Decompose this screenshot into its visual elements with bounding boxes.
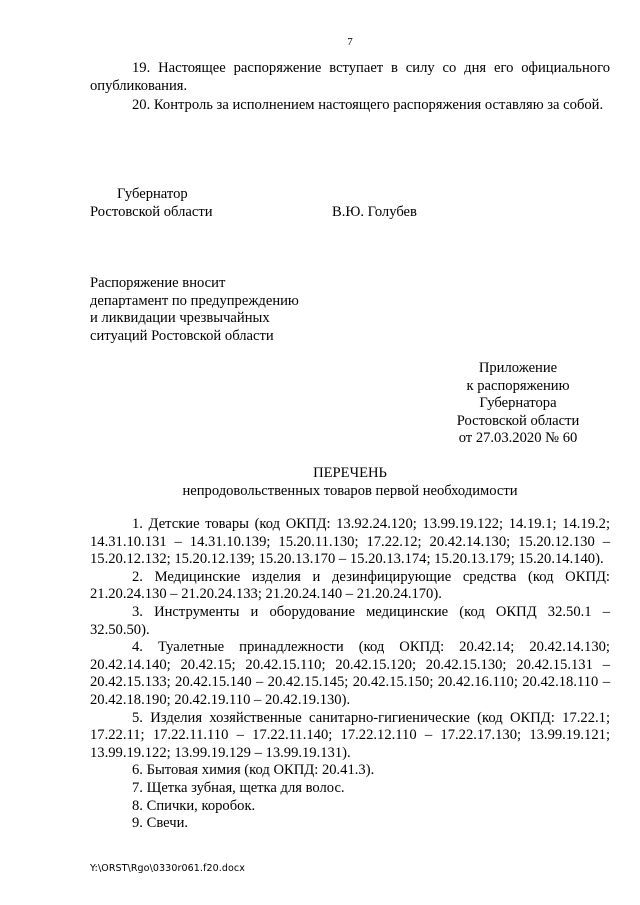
list-item: 1. Детские товары (код ОКПД: 13.92.24.120; 13.99.19.122; 14.19.1; 14.19.2; 14.31.10.131 – 14.31.10.139; 15.20.11.130; 17.22.12; 20.42.14.130; 15.20.12.130 – 15.20.12.132; 15.20.12.139; 15.20.13.170 – 15.20.13.174; 15.20.13.179; 15.20.14.140).: [90, 516, 610, 568]
list-item: 7. Щетка зубная, щетка для волос.: [132, 779, 345, 796]
signature-title: Губернатор: [117, 186, 188, 202]
list-subheading: непродовольственных товаров первой необходимости: [182, 482, 518, 499]
list-item: 4. Туалетные принадлежности (код ОКПД: 20.42.14; 20.42.14.130; 20.42.14.140; 20.42.15; 20.42.15.110; 20.42.15.120; 20.42.15.130; 20.42.15.131 – 20.42.15.133; 20.42.15.140 – 20.42.15.145; 20.42.15.150; 20.42.16.110; 20.42.18.110 – 20.42.18.190; 20.42.19.110 – 20.42.19.130).: [90, 639, 610, 708]
list-heading: ПЕРЕЧЕНЬ: [313, 465, 387, 481]
list-item: 8. Спички, коробок.: [132, 797, 256, 814]
appendix-block: [450, 360, 586, 448]
list-item: 6. Бытовая химия (код ОКПД: 20.41.3).: [132, 762, 375, 779]
signature-name: В.Ю. Голубев: [332, 203, 417, 220]
appendix-line: от 27.03.2020 № 60: [458, 430, 578, 447]
submitted-by-block: [90, 275, 350, 345]
submitted-line: и ликвидации чрезвычайных: [90, 310, 270, 327]
list-item: 5. Изделия хозяйственные санитарно-гигиенические (код ОКПД: 17.22.1; 17.22.11; 17.22.11.110 – 17.22.11.140; 17.22.12.110 – 17.22.17.130; 13.99.19.121; 13.99.19.122; 13.99.19.129 – 13.99.19.131).: [90, 709, 610, 761]
page-number: 7: [347, 36, 353, 48]
signature-region: Ростовской области: [90, 203, 213, 220]
paragraph-20: 20. Контроль за исполнением настоящего распоряжения оставляю за собой.: [132, 97, 604, 113]
list-item: 9. Свечи.: [132, 815, 189, 832]
appendix-line: Ростовской области: [456, 412, 580, 429]
list-title-block: [90, 465, 610, 500]
appendix-line: Губернатора: [479, 395, 557, 412]
list-item: 3. Инструменты и оборудование медицинские (код ОКПД 32.50.1 – 32.50.50).: [90, 603, 610, 638]
footer-file-path: Y:\ORST\Rgo\0330r061.f20.docx: [90, 863, 245, 874]
signature-row: [90, 204, 510, 222]
appendix-line: Приложение: [478, 360, 558, 376]
submitted-line: ситуаций Ростовской области: [90, 327, 274, 344]
paragraph-19: 19. Настоящее распоряжение вступает в силу со дня его официального опубликования.: [90, 60, 610, 94]
list-item: 2. Медицинские изделия и дезинфицирующие средства (код ОКПД: 21.20.24.130 – 21.20.24.133; 21.20.24.140 – 21.20.24.170).: [90, 568, 610, 603]
signature-block: [90, 186, 510, 221]
appendix-line: к распоряжению: [466, 377, 570, 394]
submitted-line: Распоряжение вносит: [90, 275, 226, 291]
submitted-line: департамент по предупреждению: [90, 292, 299, 309]
goods-list: [90, 516, 610, 833]
